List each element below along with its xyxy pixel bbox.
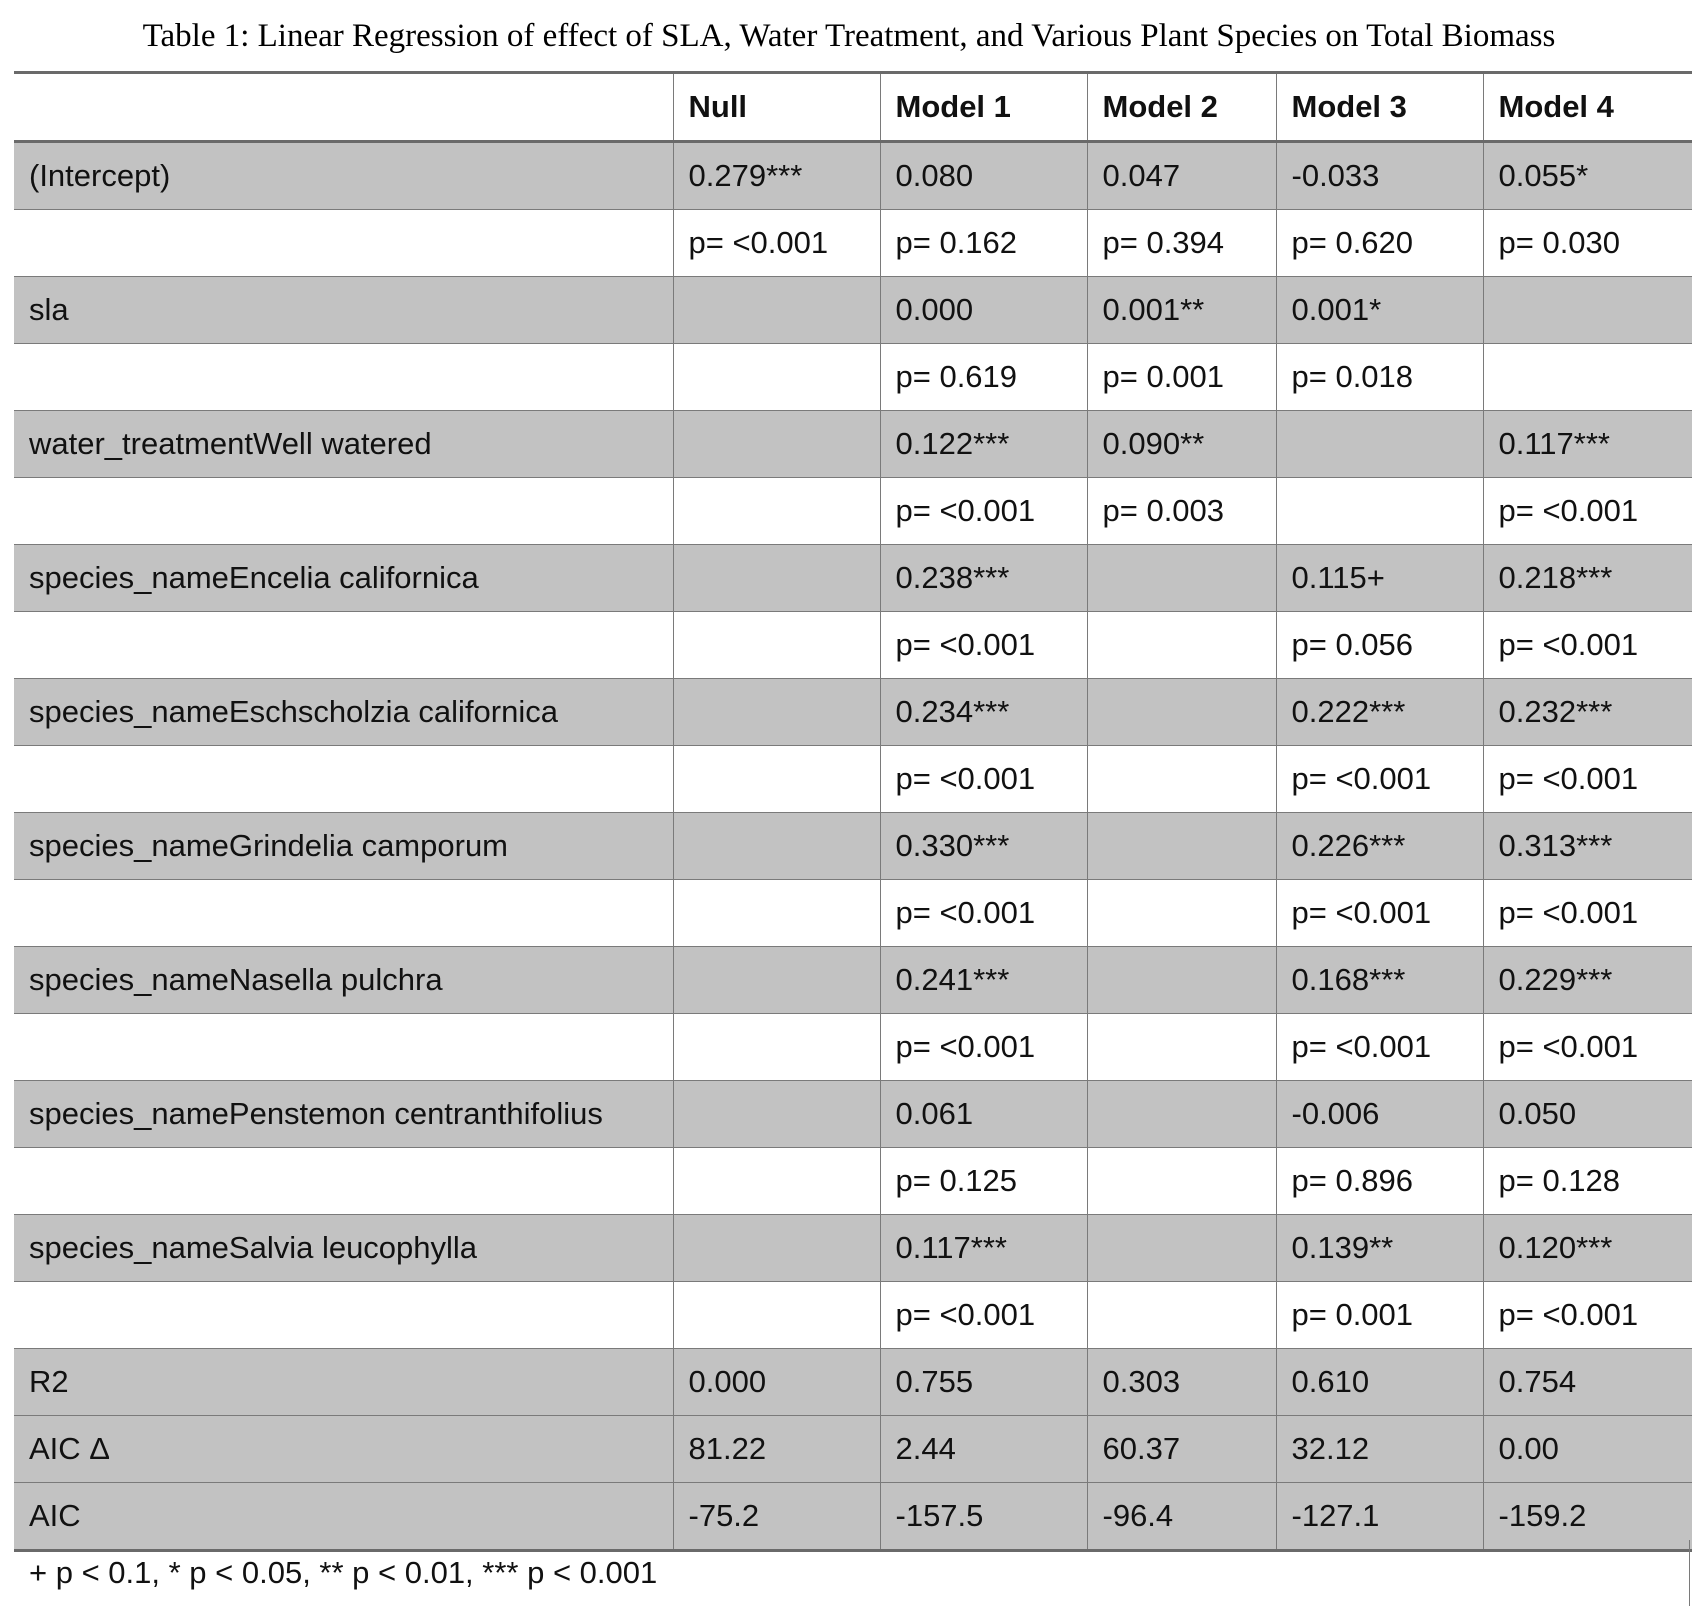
table-row xyxy=(14,1148,1692,1215)
table-row xyxy=(14,1416,1692,1483)
cell-null xyxy=(673,1215,880,1282)
cell-model-1: -157.5 xyxy=(880,1483,1087,1551)
cell-model-4: 0.218*** xyxy=(1483,545,1692,612)
cell-term xyxy=(14,344,673,411)
cell-null xyxy=(673,1014,880,1081)
cell-model-3: 0.610 xyxy=(1276,1349,1483,1416)
cell-model-3: 0.168*** xyxy=(1276,947,1483,1014)
cell-model-3: p= 0.896 xyxy=(1276,1148,1483,1215)
cell-model-2 xyxy=(1087,1148,1276,1215)
cell-model-2: p= 0.394 xyxy=(1087,210,1276,277)
cell-model-2: 0.001** xyxy=(1087,277,1276,344)
cell-term xyxy=(14,1148,673,1215)
cell-null: 81.22 xyxy=(673,1416,880,1483)
table-row xyxy=(14,746,1692,813)
cell-model-1: p= 0.619 xyxy=(880,344,1087,411)
cell-model-3: -0.033 xyxy=(1276,142,1483,210)
cell-null xyxy=(673,679,880,746)
cell-null xyxy=(673,545,880,612)
cell-model-2 xyxy=(1087,679,1276,746)
cell-model-3 xyxy=(1276,411,1483,478)
cell-term: species_nameGrindelia camporum xyxy=(14,813,673,880)
cell-term xyxy=(14,880,673,947)
cell-null xyxy=(673,344,880,411)
cell-model-2 xyxy=(1087,612,1276,679)
cell-model-2 xyxy=(1087,880,1276,947)
cell-model-3: p= 0.001 xyxy=(1276,1282,1483,1349)
cell-model-3: p= <0.001 xyxy=(1276,746,1483,813)
cell-term: R2 xyxy=(14,1349,673,1416)
cell-model-1: 0.122*** xyxy=(880,411,1087,478)
cell-model-3: p= 0.018 xyxy=(1276,344,1483,411)
table-caption: Table 1: Linear Regression of effect of SLA, Water Treatment, and Various Plant Species on Total Biomass xyxy=(142,18,1556,54)
cell-model-3: 0.222*** xyxy=(1276,679,1483,746)
header-cell-model-4: Model 4 xyxy=(1483,73,1692,142)
cell-model-4: p= 0.030 xyxy=(1483,210,1692,277)
cell-model-1: p= <0.001 xyxy=(880,1282,1087,1349)
cell-model-4: 0.117*** xyxy=(1483,411,1692,478)
table-row xyxy=(14,880,1692,947)
cell-term: species_nameEschscholzia californica xyxy=(14,679,673,746)
cell-model-1: 0.238*** xyxy=(880,545,1087,612)
cell-model-1: p= <0.001 xyxy=(880,612,1087,679)
cell-model-1: p= 0.125 xyxy=(880,1148,1087,1215)
cell-model-1: 0.061 xyxy=(880,1081,1087,1148)
cell-model-3 xyxy=(1276,478,1483,545)
cell-null xyxy=(673,478,880,545)
cell-term: species_nameNasella pulchra xyxy=(14,947,673,1014)
cell-model-4: p= <0.001 xyxy=(1483,746,1692,813)
cell-model-1: 0.330*** xyxy=(880,813,1087,880)
cell-model-1: 0.755 xyxy=(880,1349,1087,1416)
cell-term: AIC xyxy=(14,1483,673,1551)
cell-model-3: 0.001* xyxy=(1276,277,1483,344)
cell-model-1: 2.44 xyxy=(880,1416,1087,1483)
cell-model-1: p= <0.001 xyxy=(880,880,1087,947)
cell-model-1: 0.241*** xyxy=(880,947,1087,1014)
cell-model-1: p= <0.001 xyxy=(880,1014,1087,1081)
cell-model-4: p= <0.001 xyxy=(1483,612,1692,679)
cell-term xyxy=(14,1014,673,1081)
cell-model-2 xyxy=(1087,1215,1276,1282)
table-row xyxy=(14,679,1692,746)
cell-model-4: -159.2 xyxy=(1483,1483,1692,1551)
cell-null: -75.2 xyxy=(673,1483,880,1551)
cell-model-4: p= <0.001 xyxy=(1483,478,1692,545)
cell-model-2 xyxy=(1087,1081,1276,1148)
cell-model-4: p= <0.001 xyxy=(1483,1014,1692,1081)
cell-null xyxy=(673,612,880,679)
table-row xyxy=(14,1349,1692,1416)
cell-null xyxy=(673,1282,880,1349)
cell-term: species_namePenstemon centranthifolius xyxy=(14,1081,673,1148)
cell-model-4 xyxy=(1483,344,1692,411)
cell-model-4: 0.050 xyxy=(1483,1081,1692,1148)
cell-term xyxy=(14,478,673,545)
cell-model-4: 0.00 xyxy=(1483,1416,1692,1483)
cell-model-2: 0.303 xyxy=(1087,1349,1276,1416)
cell-null xyxy=(673,1148,880,1215)
table-header xyxy=(14,73,1692,142)
cell-term xyxy=(14,210,673,277)
cell-null xyxy=(673,411,880,478)
header-cell-null: Null xyxy=(673,73,880,142)
table-row xyxy=(14,1014,1692,1081)
cell-model-4: 0.055* xyxy=(1483,142,1692,210)
header-cell-model-2: Model 2 xyxy=(1087,73,1276,142)
table-row xyxy=(14,612,1692,679)
header-cell-model-3: Model 3 xyxy=(1276,73,1483,142)
header-cell-term xyxy=(14,73,673,142)
cell-model-2: 60.37 xyxy=(1087,1416,1276,1483)
significance-footnote: + p < 0.1, * p < 0.05, ** p < 0.01, *** p < 0.001 xyxy=(14,1540,1690,1606)
regression-table xyxy=(14,71,1692,1552)
table-row xyxy=(14,478,1692,545)
cell-model-4: 0.120*** xyxy=(1483,1215,1692,1282)
cell-model-2 xyxy=(1087,947,1276,1014)
cell-model-1: p= <0.001 xyxy=(880,478,1087,545)
cell-model-3: p= <0.001 xyxy=(1276,880,1483,947)
table-row xyxy=(14,545,1692,612)
cell-model-1: 0.000 xyxy=(880,277,1087,344)
cell-model-2 xyxy=(1087,545,1276,612)
cell-model-3: 32.12 xyxy=(1276,1416,1483,1483)
cell-null xyxy=(673,880,880,947)
cell-model-2 xyxy=(1087,1282,1276,1349)
cell-null xyxy=(673,813,880,880)
cell-term: sla xyxy=(14,277,673,344)
cell-model-2 xyxy=(1087,1014,1276,1081)
cell-model-3: p= 0.620 xyxy=(1276,210,1483,277)
table-body xyxy=(14,142,1692,1551)
table-row xyxy=(14,142,1692,210)
table-row xyxy=(14,1282,1692,1349)
cell-model-3: -0.006 xyxy=(1276,1081,1483,1148)
table-row xyxy=(14,813,1692,880)
cell-term: AIC Δ xyxy=(14,1416,673,1483)
cell-term xyxy=(14,746,673,813)
table-row xyxy=(14,1081,1692,1148)
cell-model-1: 0.080 xyxy=(880,142,1087,210)
cell-term: species_nameEncelia californica xyxy=(14,545,673,612)
table-row xyxy=(14,947,1692,1014)
cell-model-4: 0.313*** xyxy=(1483,813,1692,880)
cell-null xyxy=(673,1081,880,1148)
cell-model-3: 0.226*** xyxy=(1276,813,1483,880)
cell-model-2: 0.090** xyxy=(1087,411,1276,478)
cell-model-2: p= 0.003 xyxy=(1087,478,1276,545)
header-cell-model-1: Model 1 xyxy=(880,73,1087,142)
cell-model-3: p= <0.001 xyxy=(1276,1014,1483,1081)
cell-null xyxy=(673,277,880,344)
cell-null xyxy=(673,947,880,1014)
table-row xyxy=(14,1215,1692,1282)
cell-model-3: p= 0.056 xyxy=(1276,612,1483,679)
cell-model-3: 0.115+ xyxy=(1276,545,1483,612)
cell-model-3: 0.139** xyxy=(1276,1215,1483,1282)
cell-model-4: 0.232*** xyxy=(1483,679,1692,746)
cell-model-4: p= 0.128 xyxy=(1483,1148,1692,1215)
cell-null: 0.000 xyxy=(673,1349,880,1416)
cell-null: 0.279*** xyxy=(673,142,880,210)
cell-model-4: 0.754 xyxy=(1483,1349,1692,1416)
cell-model-1: 0.117*** xyxy=(880,1215,1087,1282)
table-row xyxy=(14,344,1692,411)
table-row xyxy=(14,277,1692,344)
cell-model-1: p= <0.001 xyxy=(880,746,1087,813)
cell-term xyxy=(14,1282,673,1349)
cell-model-2 xyxy=(1087,813,1276,880)
cell-null xyxy=(673,746,880,813)
cell-model-2 xyxy=(1087,746,1276,813)
cell-term: water_treatmentWell watered xyxy=(14,411,673,478)
cell-model-4: p= <0.001 xyxy=(1483,1282,1692,1349)
cell-model-2: -96.4 xyxy=(1087,1483,1276,1551)
cell-model-4 xyxy=(1483,277,1692,344)
header-row xyxy=(14,73,1692,142)
table-row xyxy=(14,411,1692,478)
table-row xyxy=(14,210,1692,277)
cell-model-1: p= 0.162 xyxy=(880,210,1087,277)
cell-null: p= <0.001 xyxy=(673,210,880,277)
cell-model-3: -127.1 xyxy=(1276,1483,1483,1551)
cell-model-1: 0.234*** xyxy=(880,679,1087,746)
cell-term xyxy=(14,612,673,679)
cell-model-4: 0.229*** xyxy=(1483,947,1692,1014)
cell-model-2: p= 0.001 xyxy=(1087,344,1276,411)
cell-model-2: 0.047 xyxy=(1087,142,1276,210)
cell-term: (Intercept) xyxy=(14,142,673,210)
cell-term: species_nameSalvia leucophylla xyxy=(14,1215,673,1282)
cell-model-4: p= <0.001 xyxy=(1483,880,1692,947)
